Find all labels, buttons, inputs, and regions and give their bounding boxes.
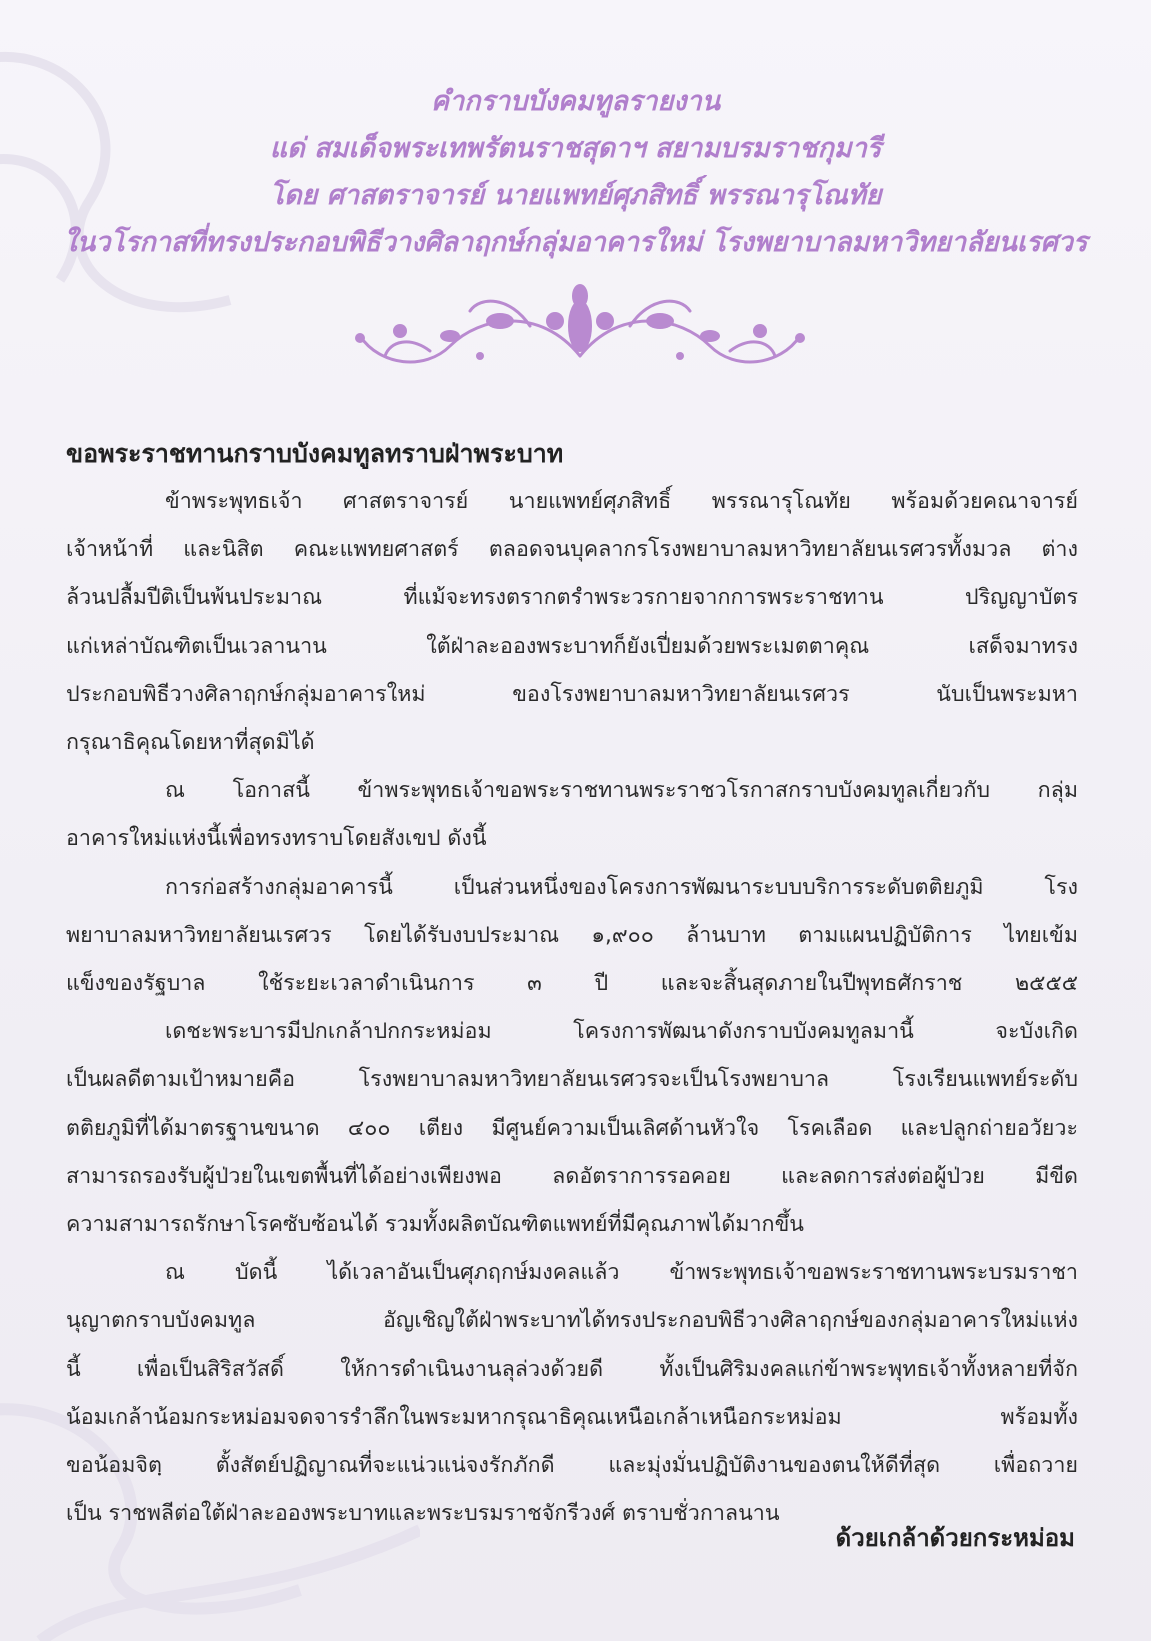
body-line: แก่เหล่าบัณฑิตเป็นเวลานาน ใต้ฝ่าละอองพระบาทก็ยังเปี่ยมด้วยพระเมตตาคุณ เสด็จมาทรง xyxy=(66,633,1078,659)
title-line-3: โดย ศาสตราจารย์ นายแพทย์ศุภสิทธิ์ พรรณารุโณทัย xyxy=(269,180,882,211)
body-line: สามารถรองรับผู้ป่วยในเขตพื้นที่ได้อย่างเพียงพอ ลดอัตราการรอคอย และลดการส่งต่อผู้ป่วย มีขีด xyxy=(66,1163,1078,1189)
body-line: อาคารใหม่แห่งนี้เพื่อทรงทราบโดยสังเขป ดังนี้ xyxy=(66,826,487,852)
body-line: ล้วนปลื้มปีติเป็นพ้นประมาณ ที่แม้จะทรงตรากตรำพระวรกายจากการพระราชทาน ปริญญาบัตร xyxy=(66,585,1078,611)
body-line: ข้าพระพุทธเจ้า ศาสตราจารย์ นายแพทย์ศุภสิทธิ์ พรรณารุโณทัย พร้อมด้วยคณาจารย์ xyxy=(165,489,1078,514)
body-line: น้อมเกล้าน้อมกระหม่อมจดจารรำลึกในพระมหากรุณาธิคุณเหนือเกล้าเหนือกระหม่อม พร้อมทั้ง xyxy=(66,1404,1078,1430)
body-line: นี้ เพื่อเป็นสิริสวัสดิ์ ให้การดำเนินงานลุล่วงด้วยดี ทั้งเป็นศิริมงคลแก่ข้าพระพุทธเจ้าทั้งหลายที่จัก xyxy=(66,1356,1078,1382)
closing-phrase: ด้วยเกล้าด้วยกระหม่อม xyxy=(835,1524,1075,1552)
body-line: นุญาตกราบบังคมทูล อัญเชิญใต้ฝ่าพระบาทได้ทรงประกอบพิธีวางศิลาฤกษ์ของกลุ่มอาคารใหม่แห่ง xyxy=(66,1308,1078,1334)
body-line: พยาบาลมหาวิทยาลัยนเรศวร โดยได้รับงบประมาณ ๑,๙๐๐ ล้านบาท ตามแผนปฏิบัติการ ไทยเข้ม xyxy=(66,922,1078,948)
title-line-4: ในวโรกาสที่ทรงประกอบพิธีวางศิลาฤกษ์กลุ่มอาคารใหม่ โรงพยาบาลมหาวิทยาลัยนเรศวร xyxy=(63,227,1088,258)
title-line-1: คำกราบบังคมทูลรายงาน xyxy=(430,86,721,117)
body-line: เป็น ราชพลีต่อใต้ฝ่าละอองพระบาทและพระบรมราชจักรีวงศ์ ตราบชั่วกาลนาน xyxy=(66,1501,780,1527)
body-line: แข็งของรัฐบาล ใช้ระยะเวลาดำเนินการ ๓ ปี และจะสิ้นสุดภายในปีพุทธศักราช ๒๕๕๕ xyxy=(66,971,1078,997)
body-line: ขอน้อมจิตฺ ตั้งสัตย์ปฏิญาณที่จะแน่วแน่จงรักภักดี และมุ่งมั่นปฏิบัติงานของตนให้ดีที่สุด เพื่อถวาย xyxy=(66,1453,1078,1479)
report-body xyxy=(66,478,1078,1538)
report-title xyxy=(0,78,1151,266)
body-line: ประกอบพิธีวางศิลาฤกษ์กลุ่มอาคารใหม่ ของโรงพยาบาลมหาวิทยาลัยนเรศวร นับเป็นพระมหา xyxy=(66,681,1078,707)
title-line-2: แด่ สมเด็จพระเทพรัตนราชสุดาฯ สยามบรมราชกุมารี xyxy=(269,133,882,164)
body-line: ความสามารถรักษาโรคซับซ้อนได้ รวมทั้งผลิตบัณฑิตแพทย์ที่มีคุณภาพได้มากขึ้น xyxy=(66,1212,804,1238)
body-line: การก่อสร้างกลุ่มอาคารนี้ เป็นส่วนหนึ่งของโครงการพัฒนาระบบบริการระดับตติยภูมิ โรง xyxy=(165,874,1078,900)
body-line: กรุณาธิคุณโดยหาที่สุดมิได้ xyxy=(66,730,315,756)
body-line: ตติยภูมิที่ได้มาตรฐานขนาด ๔๐๐ เตียง มีศูนย์ความเป็นเลิศด้านหัวใจ โรคเลือด และปลูกถ่ายอวัยวะ xyxy=(66,1115,1078,1141)
body-line: เจ้าหน้าที่ และนิสิต คณะแพทยศาสตร์ ตลอดจนบุคลากรโรงพยาบาลมหาวิทยาลัยนเรศวรทั้งมวล ต่าง xyxy=(66,537,1078,563)
salutation: ขอพระราชทานกราบบังคมทูลทราบฝ่าพระบาท xyxy=(66,439,564,468)
body-line: เป็นผลดีตามเป้าหมายคือ โรงพยาบาลมหาวิทยาลัยนเรศวรจะเป็นโรงพยาบาล โรงเรียนแพทย์ระดับ xyxy=(66,1067,1078,1093)
body-line: ณ โอกาสนี้ ข้าพระพุทธเจ้าขอพระราชทานพระราชวโรกาสกราบบังคมทูลเกี่ยวกับ กลุ่ม xyxy=(165,778,1078,804)
body-line: ณ บัดนี้ ได้เวลาอันเป็นศุภฤกษ์มงคลแล้ว ข้าพระพุทธเจ้าขอพระราชทานพระบรมราชา xyxy=(165,1260,1078,1286)
body-line: เดชะพระบารมีปกเกล้าปกกระหม่อม โครงการพัฒนาดังกราบบังคมทูลมานี้ จะบังเกิด xyxy=(165,1019,1078,1045)
floral-scroll-ornament-icon xyxy=(330,276,830,384)
